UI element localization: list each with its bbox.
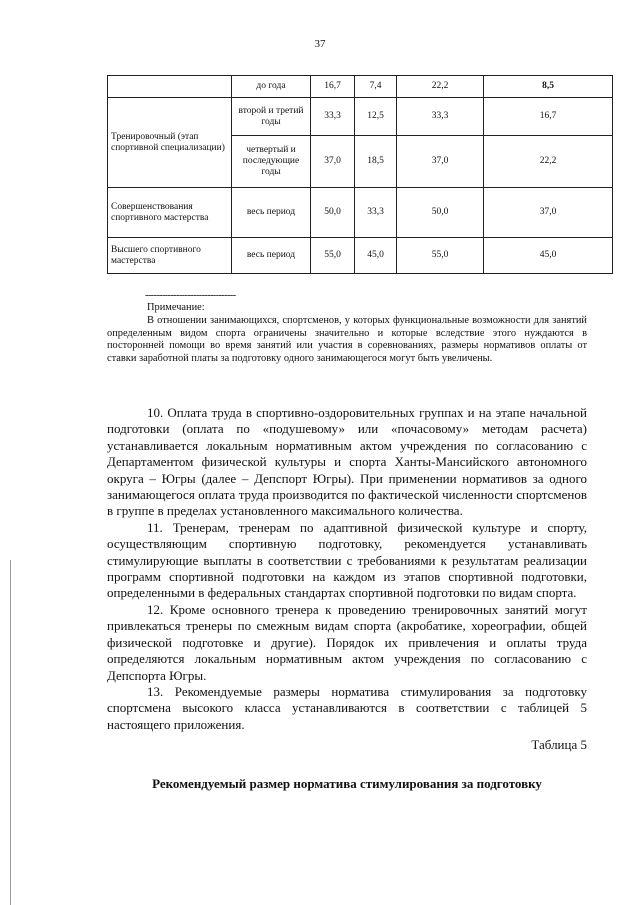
table-caption: Таблица 5 [531, 737, 587, 753]
table-cell-value: 12,5 [355, 98, 397, 136]
table-cell-value: 18,5 [355, 136, 397, 188]
table-cell-value: 22,2 [397, 76, 484, 98]
table-cell-stage [108, 76, 232, 98]
paragraph-11: 11. Тренерам, тренерам по адаптивной физической культуре и спорту, осуществляющим спортивную подготовку, рекомендуется устанавливать стимулирующие выплаты в соответствии с требованиями к результатам реализации программ спортивной подготовки на каждом из этапов спортивной подготовки, определенными в федеральных стандартах спортивной подготовки по видам спорта. [107, 519, 587, 601]
table-cell-period: до года [232, 76, 311, 98]
paragraph-13: 13. Рекомендуемые размеры норматива стимулирования за подготовку спортсмена высокого класса устанавливаются в соответствии с таблицей 5 настоящего приложения. [107, 683, 587, 732]
page-number: 37 [314, 38, 326, 50]
table-cell-stage: Тренировочный (этап спортивной специализации) [108, 98, 232, 188]
table-cell-value: 33,3 [311, 98, 355, 136]
table-cell-value: 37,0 [484, 188, 613, 238]
table-cell-value: 55,0 [397, 238, 484, 274]
table-cell-value: 37,0 [397, 136, 484, 188]
table-heading: Рекомендуемый размер норматива стимулирования за подготовку [152, 775, 542, 791]
table-cell-value: 45,0 [355, 238, 397, 274]
paragraph-12: 12. Кроме основного тренера к проведению тренировочных занятий могут привлекаться тренеры по смежным видам спорта (акробатике, хореографии, общей физической подготовке и другие). Порядок их привлечения и оплаты труда определяются локальным нормативным актом учреждения по согласованию с Депспорта Югры. [107, 601, 587, 683]
document-body [107, 405, 587, 792]
table-cell-stage: Совершенствования спортивного мастерства [108, 188, 232, 238]
table-cell-value: 45,0 [484, 238, 613, 274]
paragraph-10: 10. Оплата труда в спортивно-оздоровительных группах и на этапе начальной подготовки (оплата по «подушевому» или «почасовому» методам расчета) устанавливается локальным нормативным актом учреждения по согласованию с Департаментом физической культуры и спорта Ханты-Мансийского автономного округа – Югры (далее – Депспорт Югры). При применении нормативов за одного занимающегося оплата труда производится по фактической численности спортсменов в группе в пределах установленного максимального количества. [107, 405, 587, 519]
norms-table [107, 75, 613, 274]
table-cell-value: 8,5 [484, 76, 613, 98]
table-row [108, 238, 613, 274]
table-cell-value: 7,4 [355, 76, 397, 98]
footnote [107, 302, 587, 366]
table-cell-period: весь период [232, 188, 311, 238]
footnote-separator: -------------------------------- [145, 290, 236, 301]
table-cell-value: 33,3 [397, 98, 484, 136]
table-row [108, 76, 613, 98]
table-cell-value: 50,0 [311, 188, 355, 238]
table-cell-value: 16,7 [484, 98, 613, 136]
scan-margin-line [10, 560, 11, 905]
table-cell-value: 16,7 [311, 76, 355, 98]
table-cell-stage: Высшего спортивного мастерства [108, 238, 232, 274]
table-cell-period: весь период [232, 238, 311, 274]
table-row [108, 98, 613, 136]
table-cell-period: второй и третий годы [232, 98, 311, 136]
table-cell-value: 55,0 [311, 238, 355, 274]
table-cell-value: 33,3 [355, 188, 397, 238]
table-cell-value: 22,2 [484, 136, 613, 188]
table-cell-value: 50,0 [397, 188, 484, 238]
table-cell-value: 37,0 [311, 136, 355, 188]
table-row [108, 188, 613, 238]
footnote-text: В отношении занимающихся, спортсменов, у которых функциональные возможности для занятий определенным видом спорта ограничены значительно и которые вследствие этого нуждаются в посторонней помощи во время занятий или участия в соревнованиях, размеры нормативов оплаты от ставки заработной платы за подготовку одного занимающегося могут быть увеличены. [107, 314, 587, 365]
table-cell-period: четвертый и последующие годы [232, 136, 311, 188]
footnote-title: Примечание: [147, 302, 205, 313]
